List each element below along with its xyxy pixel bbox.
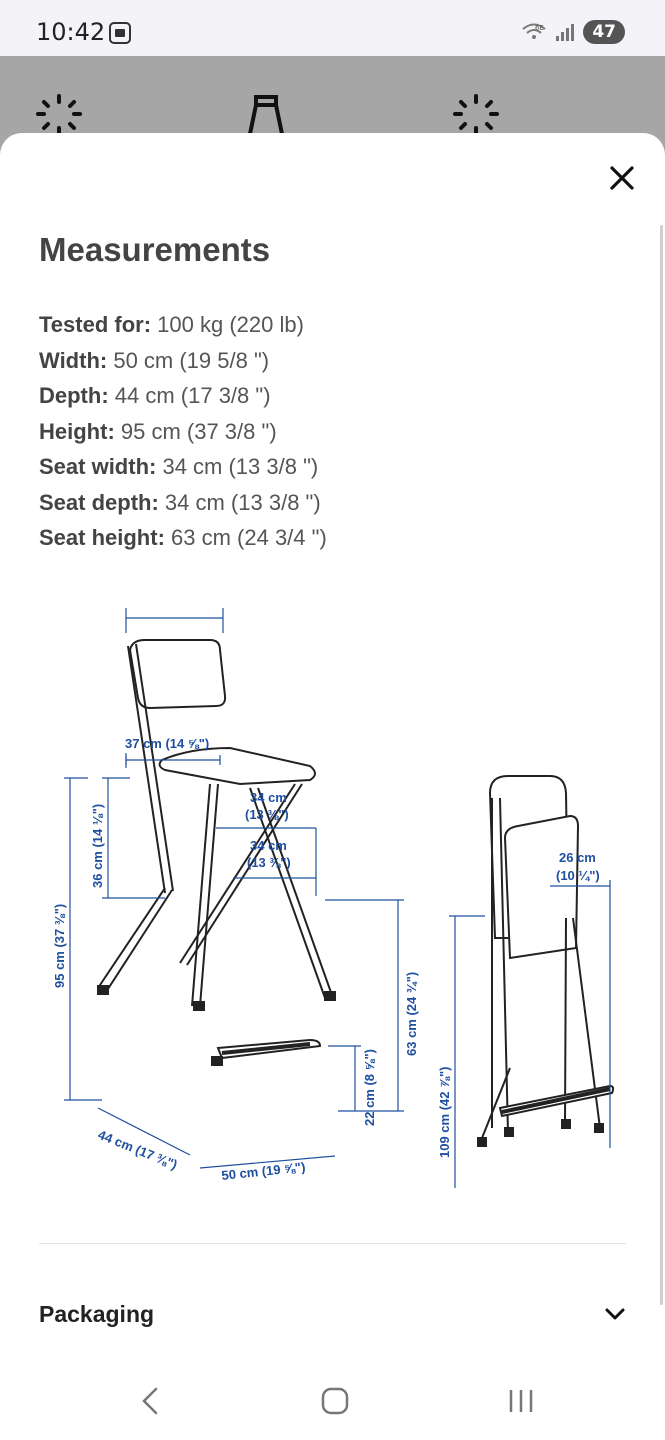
wifi-icon — [521, 22, 547, 42]
dim-foot-height: 22 cm (8 ⅝") — [362, 1049, 377, 1126]
dim-seat-depth-line1: 34 cm — [250, 838, 287, 853]
packaging-label: Packaging — [39, 1300, 155, 1327]
dim-folded-height: 109 cm (42 ⅞") — [437, 1066, 452, 1158]
spec-tested-for: Tested for: 100 kg (220 lb) — [39, 312, 304, 337]
dim-seat-width-line1: 34 cm — [250, 790, 287, 805]
packaging-accordion[interactable] — [39, 1299, 626, 1329]
spec-list — [39, 307, 327, 556]
dim-folded-depth-line1: 26 cm — [559, 850, 596, 865]
spec-seat-height: Seat height: 63 cm (24 3/4 ") — [39, 525, 327, 550]
screenshot-icon — [108, 21, 132, 45]
status-time: 10:42 — [36, 18, 106, 46]
close-icon[interactable] — [609, 165, 635, 191]
chair-dimension-diagram — [40, 588, 630, 1188]
divider — [39, 1243, 626, 1244]
loading-icon — [453, 94, 499, 134]
network-type: 6E — [535, 24, 545, 32]
spec-seat-depth: Seat depth: 34 cm (13 3/8 ") — [39, 489, 321, 515]
spec-seat-width: Seat width: 34 cm (13 3/8 ") — [39, 454, 319, 479]
sheet-title: Measurements — [39, 231, 271, 268]
spec-width: Width: 50 cm (19 5/8 ") — [39, 347, 270, 373]
unfolded-chair-illustration — [98, 640, 335, 1065]
measurements-sheet — [0, 133, 665, 1440]
spec-height: Height: 95 cm (37 3/8 ") — [39, 418, 277, 444]
signal-icon — [555, 23, 575, 41]
dim-seat-depth-line2: (13 ⅜") — [247, 855, 291, 870]
lamp-icon — [246, 94, 286, 134]
spec-depth: Depth: 44 cm (17 3/8 ") — [39, 383, 271, 408]
dim-seat-height: 63 cm (24 ¾") — [404, 971, 419, 1056]
home-icon[interactable] — [320, 1386, 350, 1416]
dim-depth: 44 cm (17 ⅜") — [95, 1126, 180, 1173]
dim-width: 50 cm (19 ⅝") — [220, 1159, 307, 1183]
folded-chair-illustration — [478, 776, 613, 1146]
dim-total-height: 95 cm (37 ⅜") — [52, 903, 67, 988]
scrollbar[interactable] — [660, 225, 663, 1305]
loading-icon — [36, 94, 82, 134]
dim-top-width: 37 cm (14 ⅝") — [125, 736, 210, 751]
status-icons — [521, 20, 625, 44]
dim-back-height: 36 cm (14 ⅛") — [90, 803, 105, 888]
dim-folded-depth-line2: (10 ¼") — [556, 868, 600, 883]
recents-icon[interactable] — [506, 1386, 536, 1416]
back-icon[interactable] — [138, 1386, 162, 1416]
status-bar — [0, 0, 665, 56]
chevron-down-icon — [604, 1307, 626, 1321]
system-nav-bar — [0, 1360, 665, 1440]
dim-seat-width-line2: (13 ⅜") — [245, 807, 289, 822]
battery-indicator: 47 — [583, 20, 625, 44]
